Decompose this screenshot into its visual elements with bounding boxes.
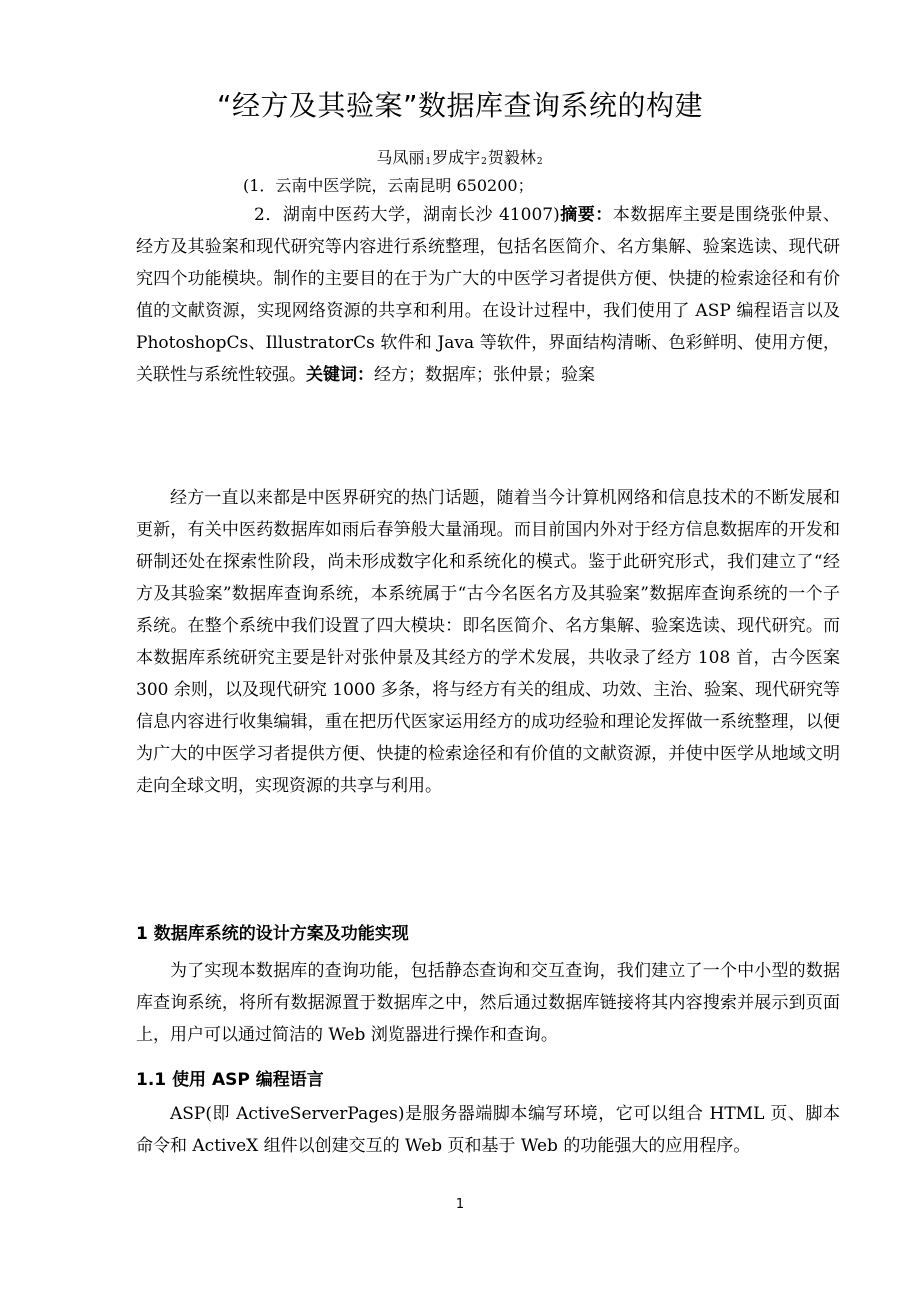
section-1-1-paragraph: ASP(即 ActiveServerPages)是服务器端脚本编写环境，它可以组合 HTML 页、脚本命令和 ActiveX 组件以创建交互的 Web 页和基于 Web 的功能强大的应用程序。 — [136, 1104, 840, 1156]
author-affiliation-mark: 2 — [536, 157, 543, 167]
section-1-1-heading: 1.1 使用 ASP 编程语言 — [136, 1070, 324, 1090]
section-1-heading: 1 数据库系统的设计方案及功能实现 — [136, 924, 409, 944]
keywords-text: 经方；数据库；张仲景；验案 — [374, 365, 595, 385]
affiliation-2: 2．湖南中医药大学，湖南长沙 41007) — [254, 205, 560, 225]
author-affiliation-mark: 1 — [425, 157, 432, 167]
author-line — [0, 146, 920, 174]
intro-paragraph: 经方一直以来都是中医界研究的热门话题，随着当今计算机网络和信息技术的不断发展和更新，有关中医药数据库如雨后春笋般大量涌现。而目前国内外对于经方信息数据库的开发和研制还处在探索性阶段，尚未形成数字化和系统化的模式。鉴于此研究形式，我们建立了“经方及其验案”数据库查询系统，本系统属于“古今名医名方及其验案”数据库查询系统的一个子系统。在整个系统中我们设置了四大模块：即名医简介、名方集解、验案选读、现代研究。而本数据库系统研究主要是针对张仲景及其经方的学术发展，共收录了经方 108 首，古今医案 300 余则，以及现代研究 1000 多条，将与经方有关的组成、功效、主治、验案、现代研究等信息内容进行收集编辑，重在把历代医家运用经方的成功经验和理论发挥做一系统整理，以便为广大的中医学习者提供方便、快捷的检索途径和有价值的文献资源，并使中医学从地域文明走向全球文明，实现资源的共享与利用。 — [136, 488, 840, 796]
abstract-label: 摘要： — [559, 205, 613, 225]
author-name: 马凤丽 — [376, 148, 425, 167]
author-name: 罗成宇 — [432, 148, 481, 167]
page-number: 1 — [455, 1197, 465, 1212]
affiliation-1: (1．云南中医学院，云南昆明 650200； — [243, 176, 534, 195]
author-name: 贺毅林 — [487, 148, 536, 167]
abstract-text: 本数据库主要是围绕张仲景、经方及其验案和现代研究等内容进行系统整理，包括名医简介、名方集解、验案选读、现代研究四个功能模块。制作的主要目的在于为广大的中医学习者提供方便、快捷的检索途径和有价值的文献资源，实现网络资源的共享和利用。在设计过程中，我们使用了 ASP 编程语言以及 PhotoshopCs、IllustratorCs 软件和 Java 等软件，界面结构清晰、色彩鲜明、使用方便，关联性与系统性较强。 — [136, 205, 841, 385]
author-affiliation-mark: 2 — [481, 157, 487, 167]
section-1-paragraph: 为了实现本数据库的查询功能，包括静态查询和交互查询，我们建立了一个中小型的数据库查询系统，将所有数据源置于数据库之中，然后通过数据库链接将其内容搜索并展示到页面上，用户可以通过简洁的 Web 浏览器进行操作和查询。 — [136, 961, 840, 1045]
paper-title: “经方及其验案”数据库查询系统的构建 — [216, 89, 703, 122]
abstract-block — [136, 199, 840, 391]
keywords-label: 关键词： — [306, 365, 374, 385]
